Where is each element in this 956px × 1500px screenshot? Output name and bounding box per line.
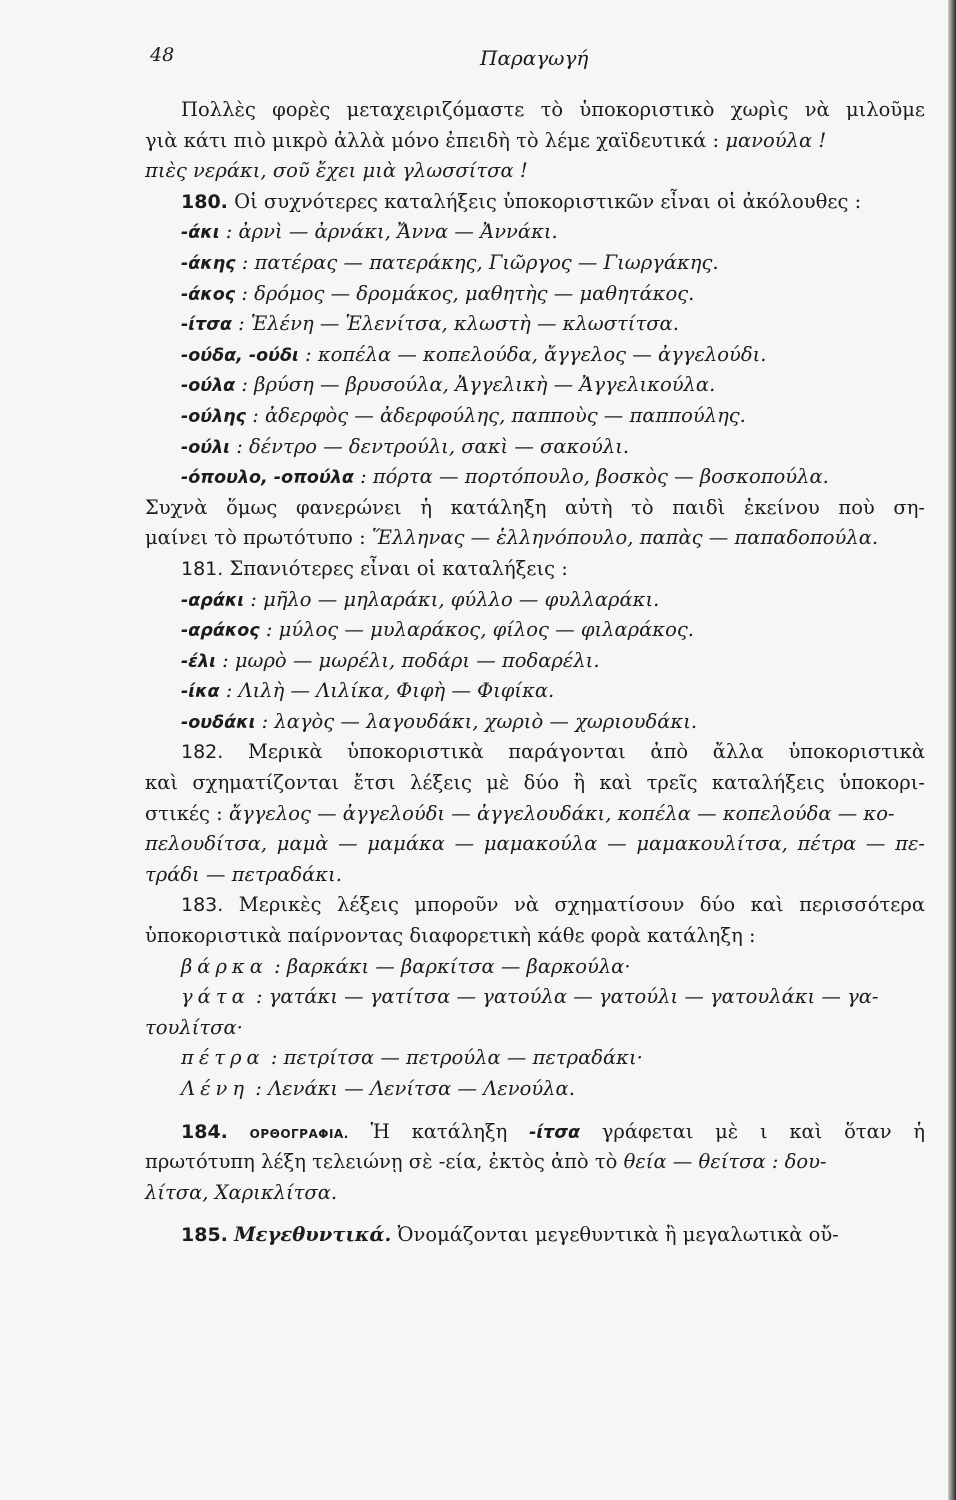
section-180-heading: 180. Οἱ συχνότερες καταλήξεις ὑποκοριστικῶν εἶναι οἱ ἀκόλουθες : bbox=[181, 189, 862, 213]
example-word: γάτα bbox=[181, 985, 250, 1009]
section-185-line-1: 185. Μεγεθυντικά. Ὀνομάζονται μεγεθυντικὰ ἢ μεγαλωτικὰ οὔ- bbox=[181, 1223, 839, 1247]
section-184-line-1: 184. ΟΡΘΟΓΡΑΦΙΑ. Ἡ κατάληξη -ίτσα γράφεται μὲ ι καὶ ὅταν ἡ bbox=[181, 1119, 925, 1143]
section-182-line-1: 182. Μερικὰ ὑποκοριστικὰ παράγονται ἀπὸ ἄλλα ὑποκοριστικὰ bbox=[181, 740, 925, 764]
section-182-line-3: στικές : ἄγγελος — ἀγγελούδι — ἀγγελουδάκι, κοπέλα — κοπελούδα — κο- bbox=[145, 801, 895, 825]
suffix-label: -όπουλο, -οπούλα bbox=[181, 468, 354, 489]
section-180-item bbox=[145, 217, 925, 248]
suffix-examples: : Ἑλένη — Ἑλενίτσα, κλωστὴ — κλωστίτσα. bbox=[238, 312, 679, 336]
suffix-label: -άκης bbox=[181, 253, 236, 274]
example-word: βάρκα bbox=[181, 954, 268, 978]
example-forms: : γατάκι — γατίτσα — γατούλα — γατούλι — γατουλάκι — γα- bbox=[255, 985, 879, 1009]
suffix-label: -έλι bbox=[181, 651, 216, 672]
section-180-item bbox=[145, 370, 925, 401]
section-180-note-line-1: Συχνὰ ὅμως φανερώνει ἡ κατάληξη αὐτὴ τὸ παιδὶ ἐκείνου ποὺ ση- bbox=[145, 495, 925, 519]
suffix-label: -αράκι bbox=[181, 590, 245, 611]
example-word: Λένη bbox=[181, 1077, 250, 1100]
suffix-examples: : λαγὸς — λαγουδάκι, χωριὸ — χωριουδάκι. bbox=[261, 709, 698, 733]
suffix-examples: : ἀρνὶ — ἀρνάκι, Ἄννα — Ἀννάκι. bbox=[225, 220, 558, 244]
section-183-example bbox=[145, 1043, 925, 1074]
section-181-heading: 181. Σπανιότερες εἶναι οἱ καταλήξεις : bbox=[181, 556, 568, 580]
section-181-item bbox=[145, 615, 925, 646]
suffix-label: -αράκος bbox=[181, 621, 260, 642]
example-forms: : βαρκάκι — βαρκίτσα — βαρκούλα· bbox=[274, 954, 631, 978]
page-number: 48 bbox=[150, 44, 175, 66]
suffix-examples: : κοπέλα — κοπελούδα, ἄγγελος — ἀγγελούδι. bbox=[305, 342, 767, 366]
section-183-line-2: ὑποκοριστικὰ παίρνοντας διαφορετικὴ κάθε φορὰ κατάληξη : bbox=[145, 924, 756, 948]
section-183-example bbox=[145, 982, 925, 1013]
section-182-line-5: τράδι — πετραδάκι. bbox=[145, 862, 342, 886]
intro-line-1: Πολλὲς φορὲς μεταχειριζόμαστε τὸ ὑποκοριστικὸ χωρὶς νὰ μιλοῦμε bbox=[181, 98, 925, 121]
section-184-line-3: λίτσα, Χαρικλίτσα. bbox=[145, 1180, 338, 1204]
suffix-examples: : μωρὸ — μωρέλι, ποδάρι — ποδαρέλι. bbox=[222, 648, 600, 672]
section-180-item bbox=[145, 340, 925, 371]
section-183-example bbox=[145, 1074, 925, 1105]
example-forms: : πετρίτσα — πετρούλα — πετραδάκι· bbox=[270, 1046, 643, 1070]
example-forms: : Λενάκι — Λενίτσα — Λενούλα. bbox=[255, 1077, 575, 1100]
section-181-item bbox=[145, 676, 925, 707]
suffix-examples: : βρύση — βρυσούλα, Ἀγγελικὴ — Ἀγγελικούλα. bbox=[241, 373, 716, 397]
suffix-examples: : μύλος — μυλαράκος, φίλος — φιλαράκος. bbox=[265, 618, 694, 642]
running-title: Παραγωγή bbox=[480, 46, 589, 70]
suffix-label: -ούδα, -ούδι bbox=[181, 345, 299, 366]
suffix-examples: : πατέρας — πατεράκης, Γιῶργος — Γιωργάκης. bbox=[241, 250, 719, 274]
suffix-examples: : Λιλὴ — Λιλίκα, Φιφὴ — Φιφίκα. bbox=[225, 679, 555, 703]
section-180-item bbox=[145, 309, 925, 340]
section-180-item bbox=[145, 462, 925, 493]
section-181-item bbox=[145, 646, 925, 677]
suffix-label: -ουδάκι bbox=[181, 712, 256, 733]
suffix-label: -άκος bbox=[181, 284, 236, 305]
suffix-examples: : δρόμος — δρομάκος, μαθητὴς — μαθητάκος. bbox=[241, 281, 695, 305]
section-183-example bbox=[145, 1013, 925, 1044]
section-183-example bbox=[145, 952, 925, 983]
section-180-note-line-2: μαίνει τὸ πρωτότυπο : Ἕλληνας — ἑλληνόπουλο, παπὰς — παπαδοπούλα. bbox=[145, 526, 879, 550]
intro-line-3: πιὲς νεράκι, σοῦ ἔχει μιὰ γλωσσίτσα ! bbox=[145, 159, 528, 183]
section-182-line-4: πελουδίτσα, μαμὰ — μαμάκα — μαμακούλα — μαμακουλίτσα, πέτρα — πε- bbox=[145, 832, 925, 856]
section-180-item bbox=[145, 248, 925, 279]
section-180-item bbox=[145, 432, 925, 463]
section-180-item bbox=[145, 401, 925, 432]
suffix-examples: : ἀδερφὸς — ἀδερφούλης, παπποὺς — παππούλης. bbox=[252, 403, 746, 427]
page-body bbox=[145, 95, 925, 1251]
suffix-label: -ίκα bbox=[181, 682, 220, 703]
page-edge-shadow bbox=[948, 0, 956, 1500]
section-180-item bbox=[145, 279, 925, 310]
suffix-label: -ούλα bbox=[181, 376, 236, 397]
page-header bbox=[150, 44, 790, 74]
suffix-label: -άκι bbox=[181, 223, 220, 244]
suffix-examples: : πόρτα — πορτόπουλο, βοσκὸς — βοσκοπούλα. bbox=[360, 465, 829, 489]
section-182-line-2: καὶ σχηματίζονται ἔτσι λέξεις μὲ δύο ἢ καὶ τρεῖς καταλήξεις ὑποκορι- bbox=[145, 771, 925, 795]
suffix-label: -ούλι bbox=[181, 437, 230, 458]
section-181-item bbox=[145, 707, 925, 738]
section-183-line-1: 183. Μερικὲς λέξεις μποροῦν νὰ σχηματίσουν δύο καὶ περισσότερα bbox=[181, 893, 925, 917]
suffix-label: -ούλης bbox=[181, 406, 247, 427]
example-forms: τουλίτσα· bbox=[145, 1015, 243, 1039]
section-181-item bbox=[145, 585, 925, 616]
suffix-label: -ίτσα bbox=[181, 315, 232, 336]
suffix-examples: : δέντρο — δεντρούλι, σακὶ — σακούλι. bbox=[236, 434, 630, 458]
intro-line-2: γιὰ κάτι πιὸ μικρὸ ἀλλὰ μόνο ἐπειδὴ τὸ λέμε χαϊδευτικά : μανούλα ! bbox=[145, 128, 827, 152]
suffix-examples: : μῆλο — μηλαράκι, φύλλο — φυλλαράκι. bbox=[250, 587, 660, 611]
example-word: πέτρα bbox=[181, 1046, 265, 1070]
section-184-line-2: πρωτότυπη λέξη τελειώνῃ σὲ -εία, ἐκτὸς ἀπὸ τὸ θεία — θείτσα : δου- bbox=[145, 1150, 827, 1174]
